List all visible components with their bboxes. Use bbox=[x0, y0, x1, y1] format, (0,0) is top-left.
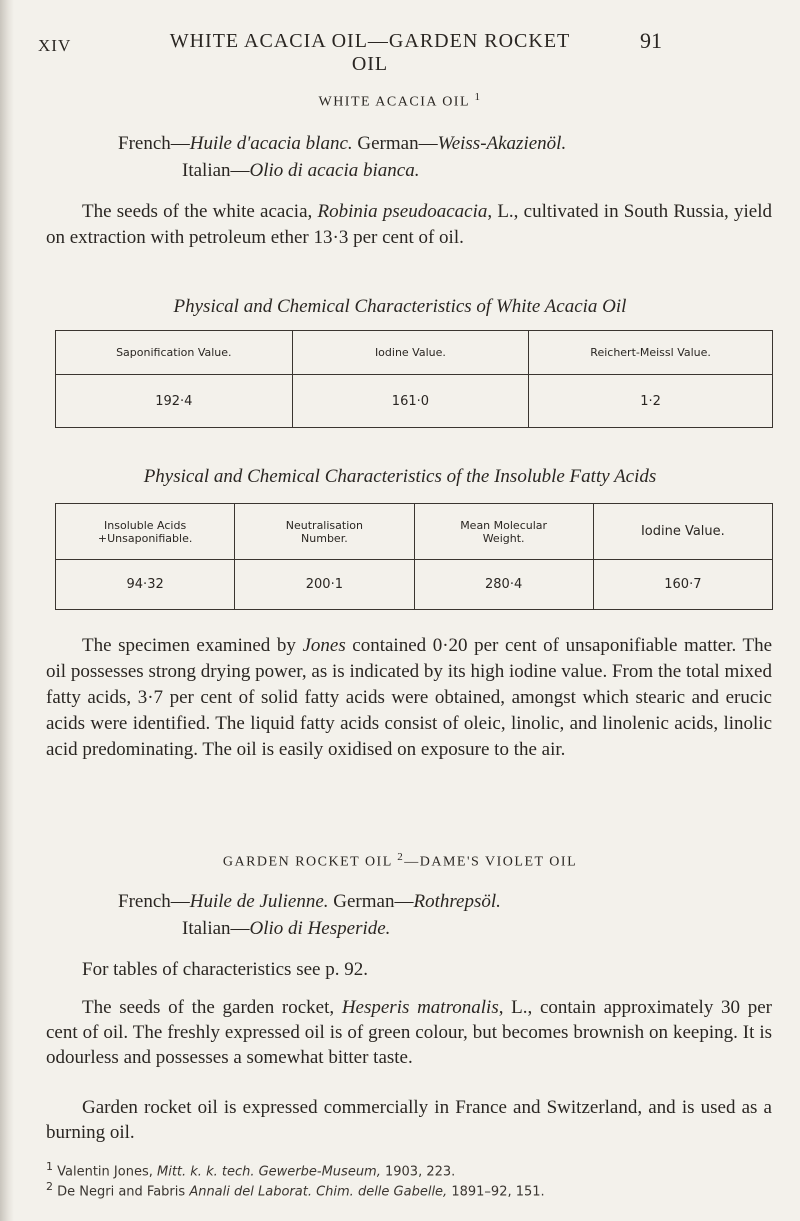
species-name: Robinia pseudoacacia bbox=[317, 201, 488, 222]
names-label: French— bbox=[118, 133, 190, 154]
table-value-cell: 1·2 bbox=[529, 375, 773, 428]
paragraph-jones-specimen bbox=[46, 633, 772, 763]
italian-name: Olio di Hesperide. bbox=[249, 918, 391, 939]
page-number: 91 bbox=[640, 28, 662, 53]
paragraph-white-acacia-intro bbox=[46, 199, 772, 251]
footnote-text: Valentin Jones, bbox=[57, 1164, 157, 1180]
paragraph-tables-reference: For tables of characteristics see p. 92. bbox=[82, 959, 368, 980]
footnote-text: 1903, 223. bbox=[380, 1164, 456, 1180]
names-label: German— bbox=[352, 133, 438, 154]
names-label: Italian— bbox=[182, 160, 250, 181]
para-text: , L., cultivated in South Russia, yield on extraction with petroleum ether 13·3 per cent of oil. bbox=[46, 201, 772, 248]
header-line: Number. bbox=[301, 531, 348, 545]
footnote-text: De Negri and Fabris bbox=[57, 1184, 190, 1200]
running-head bbox=[0, 28, 800, 75]
table-value-cell: 94·32 bbox=[56, 560, 235, 610]
names-line-2 bbox=[182, 160, 419, 182]
table-header-cell: Iodine Value. bbox=[292, 331, 529, 375]
section-title-text: GARDEN ROCKET OIL bbox=[222, 854, 393, 870]
german-name: Weiss-Akazienöl. bbox=[437, 133, 567, 154]
author-name: Jones bbox=[302, 635, 346, 656]
table-white-acacia-oil bbox=[55, 330, 773, 428]
table-header-cell bbox=[56, 504, 235, 560]
para-text: The seeds of the white acacia, bbox=[82, 201, 318, 222]
names-label: Italian— bbox=[182, 918, 250, 939]
french-name: Huile de Julienne. bbox=[189, 891, 329, 912]
table-header-cell bbox=[593, 504, 772, 560]
header-line: Mean Molecular bbox=[460, 518, 548, 532]
footnote-ref: 1 bbox=[474, 91, 482, 103]
table-insoluble-fatty-acids bbox=[55, 503, 773, 610]
header-line: +Unsaponifiable. bbox=[97, 531, 193, 545]
para-text: The seeds of the garden rocket, bbox=[82, 997, 342, 1018]
table1-caption: Physical and Chemical Characteristics of White Acacia Oil bbox=[173, 296, 627, 317]
table2-caption: Physical and Chemical Characteristics of the Insoluble Fatty Acids bbox=[143, 466, 657, 487]
header-line: Weight. bbox=[482, 531, 525, 545]
footnote-source: Annali del Laborat. Chim. delle Gabelle, bbox=[189, 1184, 448, 1200]
running-head-roman: XIV bbox=[38, 36, 72, 55]
footnote-1 bbox=[46, 1160, 455, 1179]
header-line: Neutralisation bbox=[285, 518, 363, 532]
table-value-cell: 280·4 bbox=[414, 560, 593, 610]
names-label: French— bbox=[118, 891, 190, 912]
table-header-cell: Reichert-Meissl Value. bbox=[529, 331, 773, 375]
table-value-cell: 192·4 bbox=[56, 375, 293, 428]
section-title-suffix: —DAME'S VIOLET OIL bbox=[404, 854, 578, 870]
species-name: Hesperis matronalis bbox=[341, 997, 499, 1018]
footnote-marker: 2 bbox=[46, 1180, 53, 1193]
running-head-title: WHITE ACACIA OIL—GARDEN ROCKET OIL bbox=[169, 30, 571, 75]
italian-name: Olio di acacia bianca. bbox=[249, 160, 420, 181]
para-text: , L., contain approximately 30 per cent of oil. The freshly expressed oil is of green colour, but becomes brownish on keeping. It is odourless and possesses a somewhat bitter taste. bbox=[46, 997, 772, 1068]
footnote-text: 1891–92, 151. bbox=[447, 1184, 545, 1200]
section-title-white-acacia bbox=[0, 91, 800, 111]
french-name: Huile d'acacia blanc. bbox=[189, 133, 353, 154]
footnote-source: Mitt. k. k. tech. Gewerbe-Museum, bbox=[156, 1164, 381, 1180]
table-header-cell: Saponification Value. bbox=[56, 331, 293, 375]
names-line-1 bbox=[118, 891, 501, 913]
names-label: German— bbox=[328, 891, 414, 912]
header-line: Insoluble Acids bbox=[104, 518, 187, 532]
paragraph-garden-rocket-seeds bbox=[46, 995, 772, 1070]
header-line: Iodine Value. bbox=[640, 524, 725, 539]
footnote-2 bbox=[46, 1180, 545, 1199]
section-title-text: WHITE ACACIA OIL bbox=[318, 94, 470, 110]
para-text: The specimen examined by bbox=[82, 635, 303, 656]
section-title-garden-rocket bbox=[0, 851, 800, 871]
names-line-1 bbox=[118, 133, 566, 155]
table-header-cell bbox=[414, 504, 593, 560]
names-line-2 bbox=[182, 918, 390, 940]
para-text: contained 0·20 per cent of unsaponifiable matter. The oil possesses strong drying power, as is indicated by its high iodine value. From the total mixed fatty acids, 3·7 per cent of solid fatty acids were obtained, amongst which stearic and erucic acids were identified. The liquid fatty acids consist of oleic, linolic, and linolenic acids, linolic acid predominating. The oil is easily oxidised on exposure to the air. bbox=[46, 635, 773, 760]
footnote-ref: 2 bbox=[397, 851, 405, 863]
table-value-cell: 200·1 bbox=[235, 560, 414, 610]
table-header-cell bbox=[235, 504, 414, 560]
paragraph-garden-rocket-use: Garden rocket oil is expressed commercially in France and Switzerland, and is used as a burning oil. bbox=[46, 1097, 772, 1143]
table-value-cell: 161·0 bbox=[292, 375, 529, 428]
table-value-cell: 160·7 bbox=[593, 560, 772, 610]
german-name: Rothrepsöl. bbox=[413, 891, 501, 912]
footnote-marker: 1 bbox=[46, 1160, 53, 1173]
